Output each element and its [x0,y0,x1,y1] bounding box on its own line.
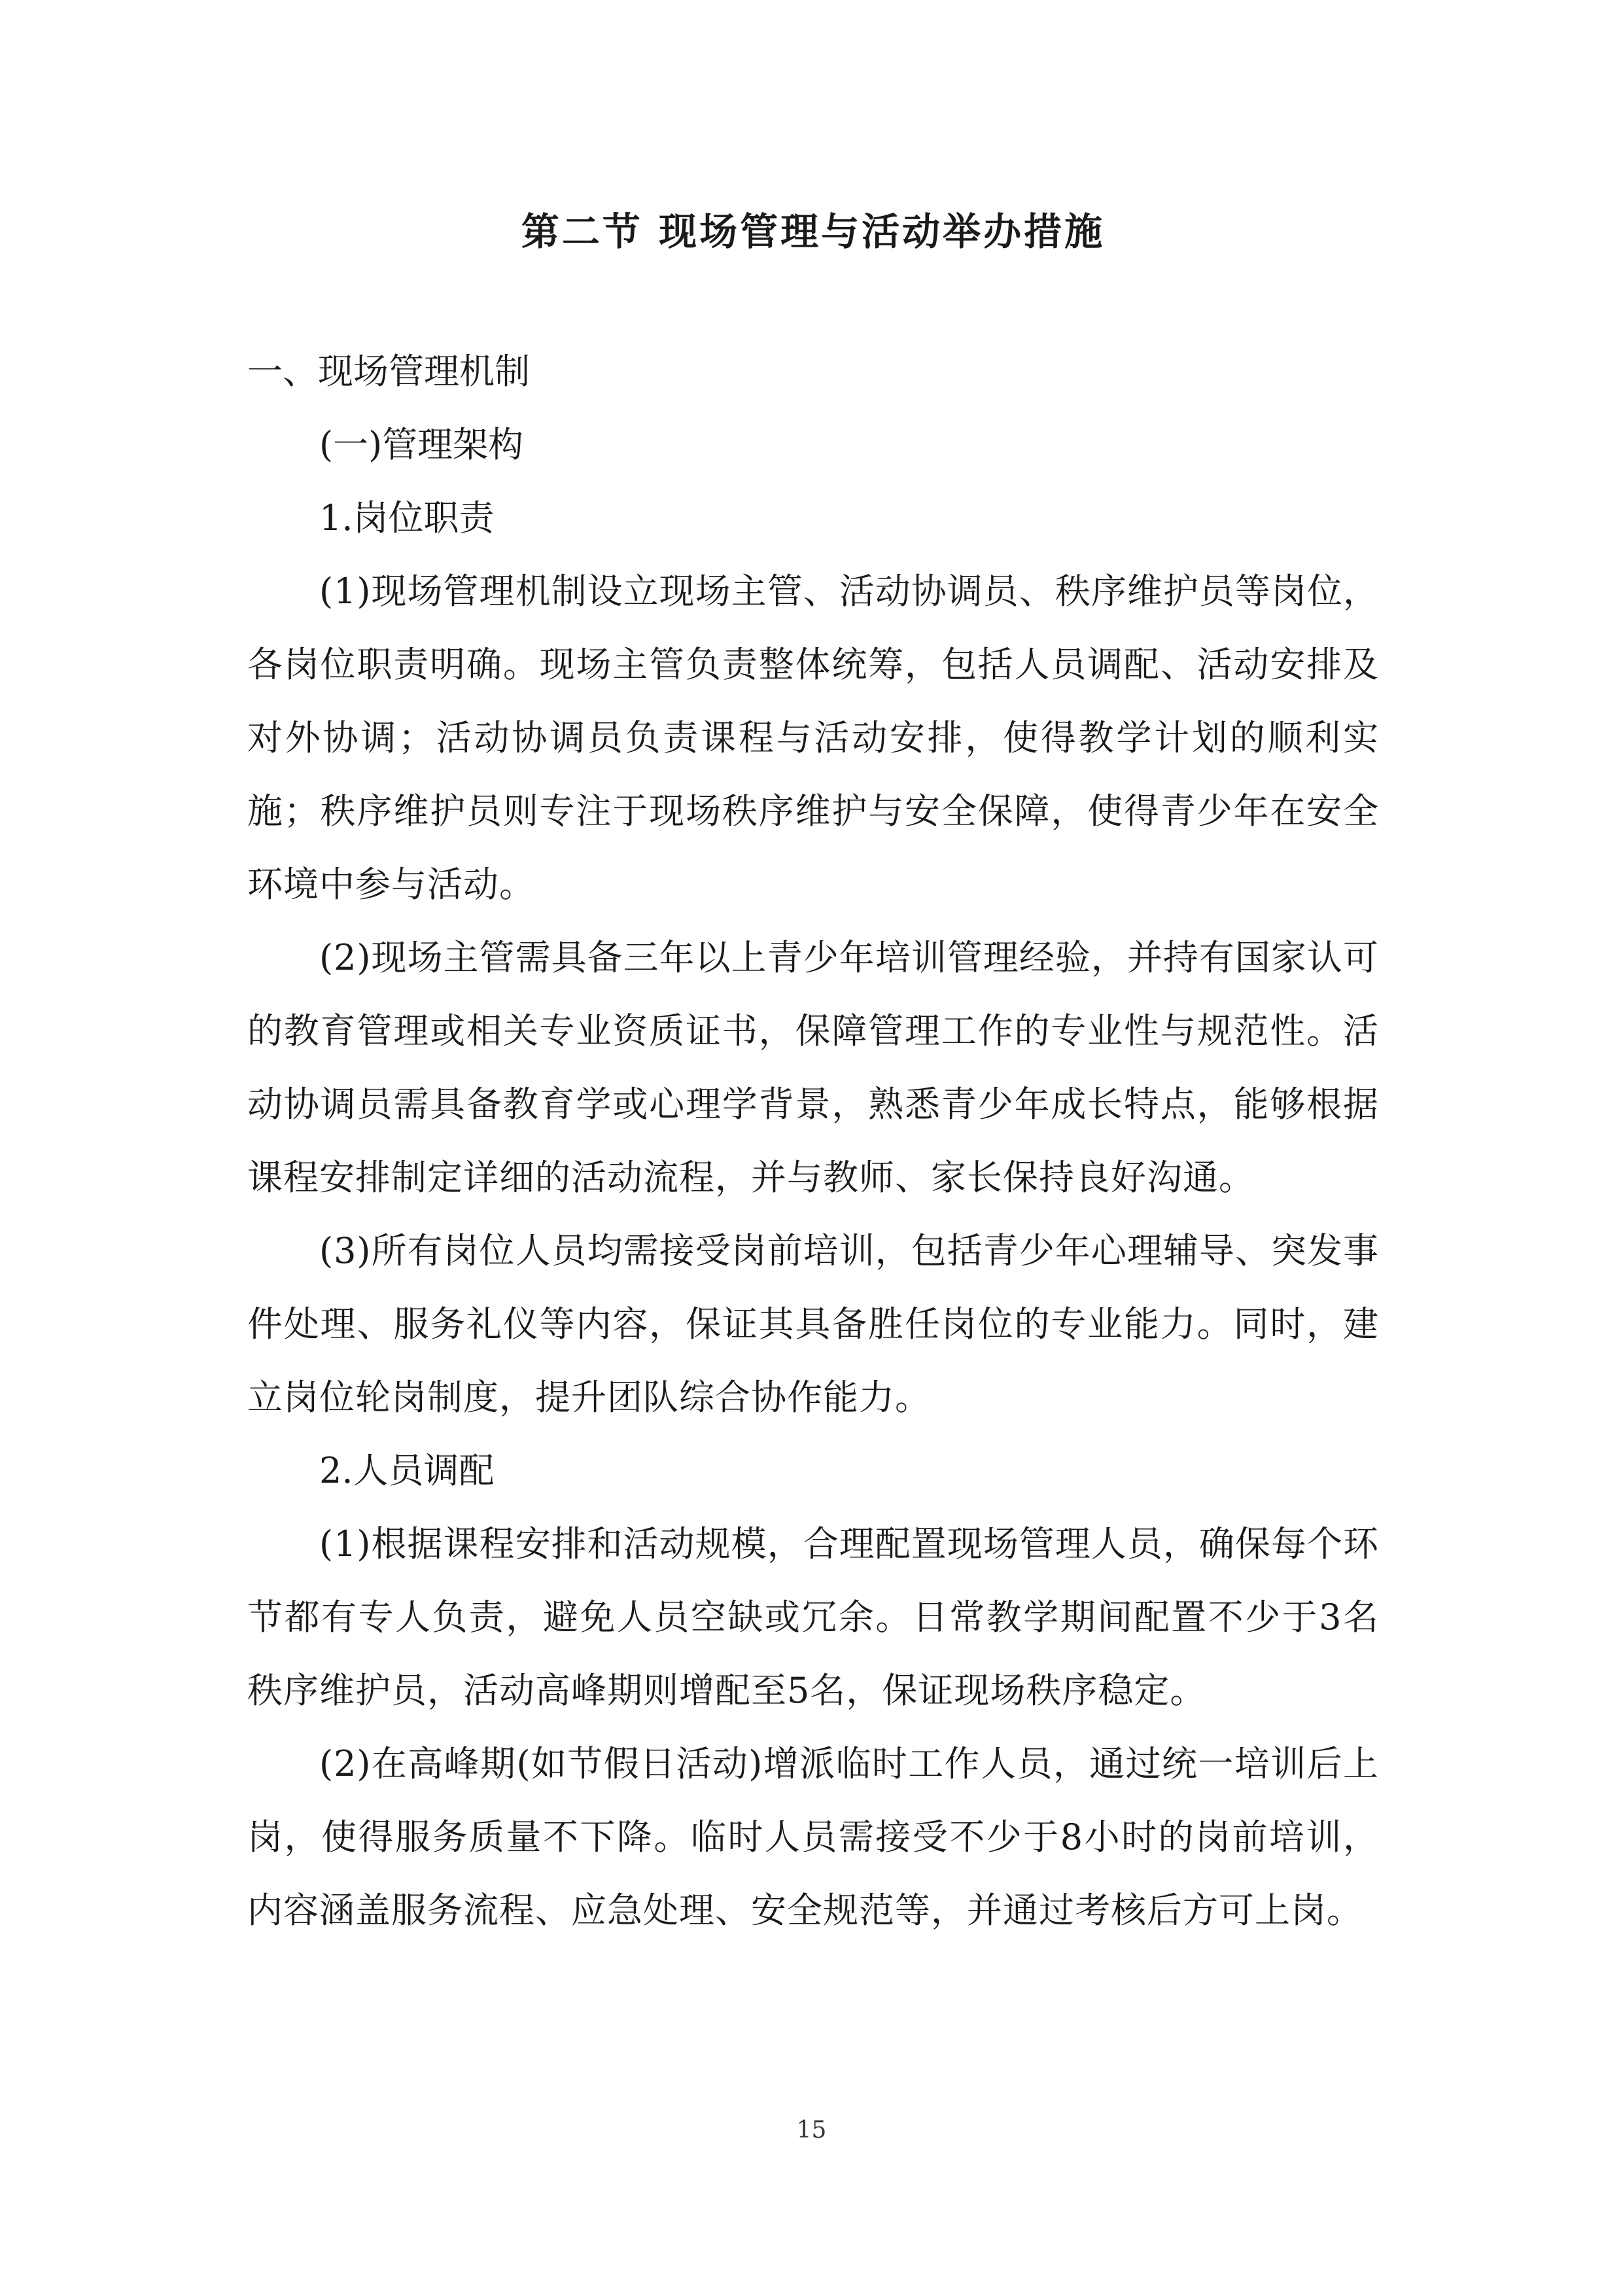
paragraph: (1)根据课程安排和活动规模，合理配置现场管理人员，确保每个环节都有专人负责，避免人员空缺或冗余。日常教学期间配置不少于3名秩序维护员，活动高峰期则增配至5名，保证现场秩序稳定。 [247,1523,1379,1711]
section-heading: 一、现场管理机制 [247,351,530,392]
paragraph: (1)现场管理机制设立现场主管、活动协调员、秩序维护员等岗位，各岗位职责明确。现场主管负责整体统筹，包括人员调配、活动安排及对外协调；活动协调员负责课程与活动安排，使得教学计划的顺利实施；秩序维护员则专注于现场秩序维护与安全保障，使得青少年在安全环境中参与活动。 [247,571,1379,905]
section-title: 第二节 现场管理与活动举办措施 [521,209,1106,254]
paragraph: (2)现场主管需具备三年以上青少年培训管理经验，并持有国家认可的教育管理或相关专业资质证书，保障管理工作的专业性与规范性。活动协调员需具备教育学或心理学背景，熟悉青少年成长特点，能够根据课程安排制定详细的活动流程，并与教师、家长保持良好沟通。 [247,937,1379,1198]
item-heading-duties: 1.岗位职责 [319,497,495,539]
document-page [247,190,1379,1947]
paragraph: (2)在高峰期(如节假日活动)增派临时工作人员，通过统一培训后上岗，使得服务质量不下降。临时人员需接受不少于8小时的岗前培训，内容涵盖服务流程、应急处理、安全规范等，并通过考核后方可上岗。 [247,1743,1379,1931]
page-number: 15 [796,2117,827,2144]
subsection-heading: (一)管理架构 [319,424,524,465]
item-heading-staffing: 2.人员调配 [319,1450,495,1491]
paragraph: (3)所有岗位人员均需接受岗前培训，包括青少年心理辅导、突发事件处理、服务礼仪等内容，保证其具备胜任岗位的专业能力。同时，建立岗位轮岗制度，提升团队综合协作能力。 [247,1230,1379,1418]
